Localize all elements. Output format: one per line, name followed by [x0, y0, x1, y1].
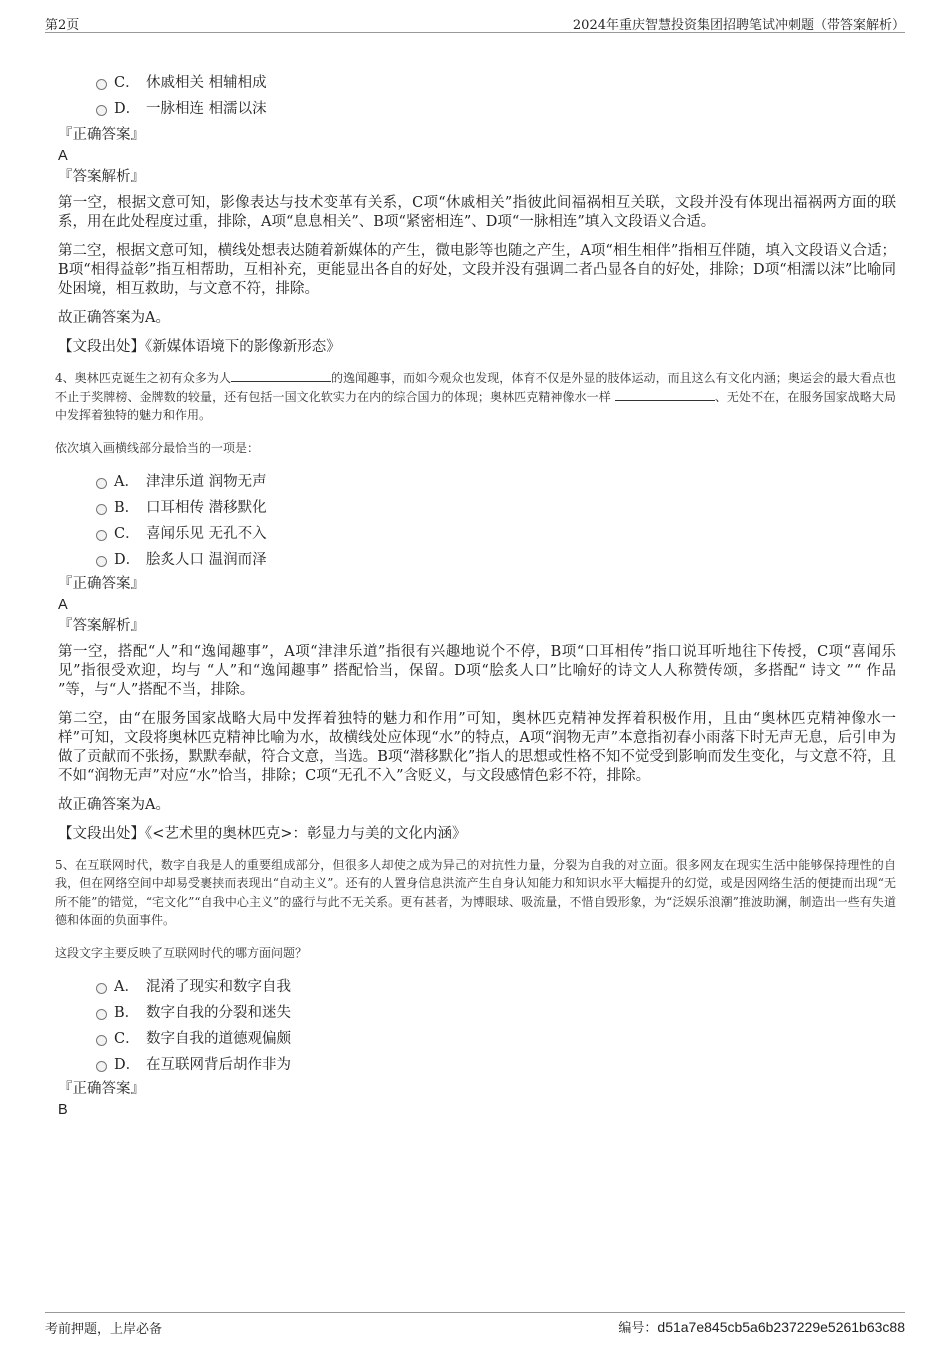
question-prompt: 这段文字主要反映了互联网时代的哪方面问题？: [55, 945, 308, 960]
option-c[interactable]: C． 数字自我的道德观偏颇: [58, 1026, 896, 1052]
radio-button[interactable]: [96, 1009, 107, 1020]
analysis-paragraph: 第一空，搭配“人”和“逸闻趣事”，A项“津津乐道”指很有兴趣地说个不停，B项“口耳相传”指口说耳听地往下传授，C项“喜闻乐见”指很受欢迎，均与 “人”和“逸闻趣事” 搭配恰当，保留。D项“脍炙人口”比喻好的诗文人人称赞传颂，多搭配“ 诗文 ”“ 作品 ”等，与“人”搭配不当，排除。: [58, 643, 896, 698]
q5-options: [58, 974, 896, 1078]
answer-value: A: [58, 148, 68, 164]
document-code: [618, 1317, 905, 1336]
option-c[interactable]: C． 喜闻乐见 无孔不入: [58, 521, 896, 547]
code-value: d51a7e845cb5a6b237229e5261b63c88: [657, 1319, 905, 1335]
q4-options: [58, 469, 896, 573]
footer-slogan: 考前押题，上岸必备: [45, 1322, 163, 1337]
fill-blank: [231, 369, 331, 382]
radio-button[interactable]: [96, 105, 107, 116]
analysis-paragraph: 第二空，根据文意可知，横线处想表达随着新媒体的产生，微电影等也随之产生，A项“相生相伴”指相互伴随，填入文段语义合适；B项“相得益彰”指互相帮助，互相补充，更能显出各自的好处，文段并没有强调二者凸显各自的好处，排除；D项“相濡以沫”比喻同处困境，相互救助，与文意不符，排除。: [58, 243, 896, 297]
document-title: 2024年重庆智慧投资集团招聘笔试冲刺题（带答案解析）: [572, 18, 905, 33]
answer-label: 『正确答案』: [58, 575, 145, 592]
radio-button[interactable]: [96, 556, 107, 567]
q3-options: [58, 70, 896, 122]
option-b[interactable]: B． 数字自我的分裂和迷失: [58, 1000, 896, 1026]
page-header: [45, 12, 905, 33]
analysis-label: 『答案解析』: [58, 617, 145, 634]
option-a[interactable]: A． 混淆了现实和数字自我: [58, 974, 896, 1000]
radio-button[interactable]: [96, 983, 107, 994]
option-c[interactable]: C． 休戚相关 相辅相成: [58, 70, 896, 96]
answer-label: 『正确答案』: [58, 127, 145, 143]
answer-value: A: [58, 596, 68, 613]
analysis-paragraph: 第二空，由“在服务国家战略大局中发挥着独特的魅力和作用”可知，奥林匹克精神发挥着积极作用，且由“奥林匹克精神像水一样”可知，文段将奥林匹克精神比喻为水，故横线处应体现“水”的特点，A项“润物无声”本意指初春小雨落下时无声无息，后引申为做了贡献而不张扬，默默奉献，符合文意，当选。B项“潜移默化”指人的思想或性格不知不觉受到影响而发生变化，与文意不符，且不如“润物无声”对应“水”恰当，排除；C项“无孔不入”含贬义，与文段感情色彩不符，排除。: [58, 710, 896, 784]
question-stem: 5、在互联网时代，数字自我是人的重要组成部分，但很多人却使之成为异己的对抗性力量，分裂为自我的对立面。很多网友在现实生活中能够保持理性的自我，但在网络空间中却易受裹挟而表现出“自动主义”。还有的人置身信息洪流产生自身认知能力和知识水平大幅提升的幻觉，或是因网络生活的便捷而出现“无所不能”的错觉，“宅文化”“自我中心主义”的盛行与此不无关系。更有甚者，为博眼球、吸流量，不惜自毁形象，为“泛娱乐浪潮”推波助澜，制造出一些有失道德和体面的负面事件。: [55, 857, 896, 927]
fill-blank: [615, 388, 715, 401]
page-footer: [45, 1312, 905, 1335]
radio-button[interactable]: [96, 79, 107, 90]
option-d[interactable]: D． 一脉相连 相濡以沫: [58, 96, 896, 122]
answer-label: 『正确答案』: [58, 1080, 145, 1097]
option-a[interactable]: A． 津津乐道 润物无声: [58, 469, 896, 495]
radio-button[interactable]: [96, 478, 107, 489]
option-b[interactable]: B． 口耳相传 潜移默化: [58, 495, 896, 521]
question-stem: 4、奥林匹克诞生之初有众多为人 的逸闻趣事，而如今观众也发现，体育不仅是外显的肢体运动，而且这么有文化内涵；奥运会的最大看点也不止于奖牌榜、金牌数的较量，还有包括一国文化软实力在内的综合国力的体现；奥林匹克精神像水一样 、无处不在，在服务国家战略大局中发挥着独特的魅力和作用。: [55, 371, 896, 422]
radio-button[interactable]: [96, 504, 107, 515]
option-d[interactable]: D． 脍炙人口 温润而泽: [58, 547, 896, 573]
document-body: [55, 70, 896, 1120]
answer-value: B: [58, 1101, 68, 1118]
question-prompt: 依次填入画横线部分最恰当的一项是：: [55, 440, 260, 455]
radio-button[interactable]: [96, 1035, 107, 1046]
analysis-label: 『答案解析』: [58, 169, 145, 185]
analysis-paragraph: 第一空，根据文意可知，影像表达与技术变革有关系，C项“休戚相关”指彼此间福祸相互关联，文段并没有体现出福祸两方面的联系，用在此处程度过重，排除，A项“息息相关”、B项“紧密相连”、D项“一脉相连”填入文段语义合适。: [58, 195, 896, 230]
source-citation: 【文段出处】《<艺术里的奥林匹克>：彰显力与美的文化内涵》: [58, 825, 467, 842]
radio-button[interactable]: [96, 530, 107, 541]
code-label: 编号：: [618, 1321, 658, 1336]
analysis-conclusion: 故正确答案为A。: [58, 310, 170, 326]
source-citation: 【文段出处】《新媒体语境下的影像新形态》: [58, 339, 341, 355]
page-number: 第2页: [45, 18, 80, 33]
option-d[interactable]: D． 在互联网背后胡作非为: [58, 1052, 896, 1078]
radio-button[interactable]: [96, 1061, 107, 1072]
analysis-conclusion: 故正确答案为A。: [58, 796, 170, 813]
